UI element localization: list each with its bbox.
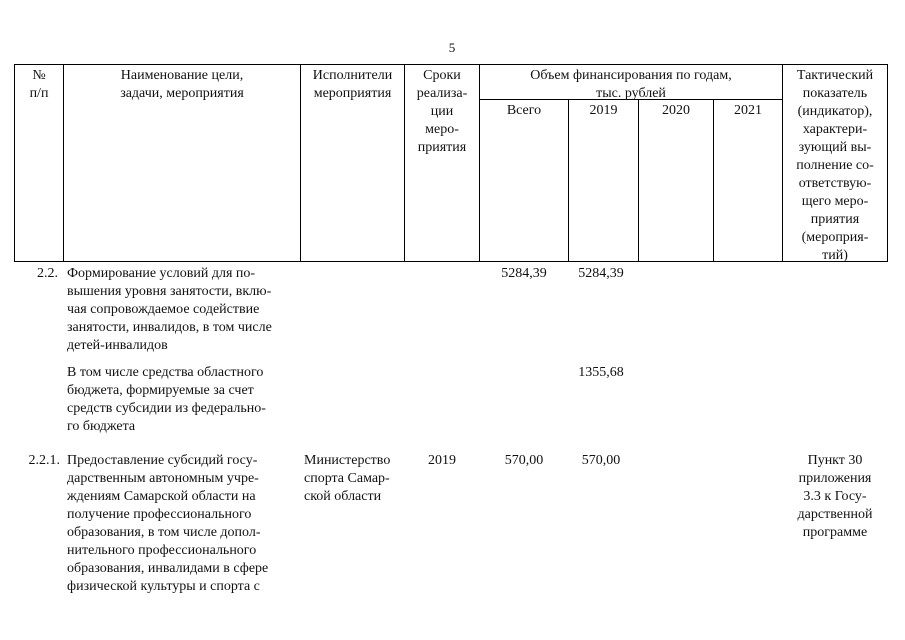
header-indicator: Тактический показатель (индикатор), характери- зующий вы- полнение со- ответствую- щего меро- приятия (мероприя- тий)	[796, 68, 874, 263]
row-total: 570,00	[504, 453, 544, 468]
row-2019: 570,00	[581, 453, 621, 468]
header-financing: Объем финансирования по годам, тыс. рублей	[530, 68, 732, 101]
row-total: 5284,39	[501, 266, 547, 281]
header-year-2019: 2019	[589, 103, 618, 118]
row-num: 2.2.	[37, 266, 58, 281]
header-num: № п/п	[29, 68, 49, 101]
row-indicator: Пункт 30 приложения 3.3 к Госу- дарственной программе	[797, 453, 873, 540]
row-executors: Министерство спорта Самар- ской области	[304, 453, 391, 504]
header-executors: Исполнители мероприятия	[312, 68, 393, 101]
header-name: Наименование цели, задачи, мероприятия	[120, 68, 244, 101]
header-year-2021: 2021	[734, 103, 762, 118]
row-2019: 5284,39	[578, 266, 624, 281]
row-terms: 2019	[428, 453, 456, 468]
row-2019: 1355,68	[578, 365, 624, 380]
header-total: Всего	[506, 103, 542, 118]
page-number: 5	[448, 40, 456, 55]
row-name: Формирование условий для по- вышения уровня занятости, вклю- чая сопровождаемое содействие занятости, инвалидов, в том числе детей-инвалидов	[67, 266, 272, 353]
row-name: В том числе средства областного бюджета, формируемые за счет средств субсидии из федерально- го бюджета	[67, 365, 266, 434]
header-terms: Сроки реализа- ции меро- приятия	[416, 68, 468, 155]
row-name: Предоставление субсидий госу- дарственным автономным учре- ждениям Самарской области на получение профессионального образования, в том числе допол- нительного профессионального образования, инвалидами в сфере физической культуры и спорта с	[67, 453, 269, 594]
header-year-2020: 2020	[662, 103, 690, 118]
row-num: 2.2.1.	[28, 453, 60, 468]
